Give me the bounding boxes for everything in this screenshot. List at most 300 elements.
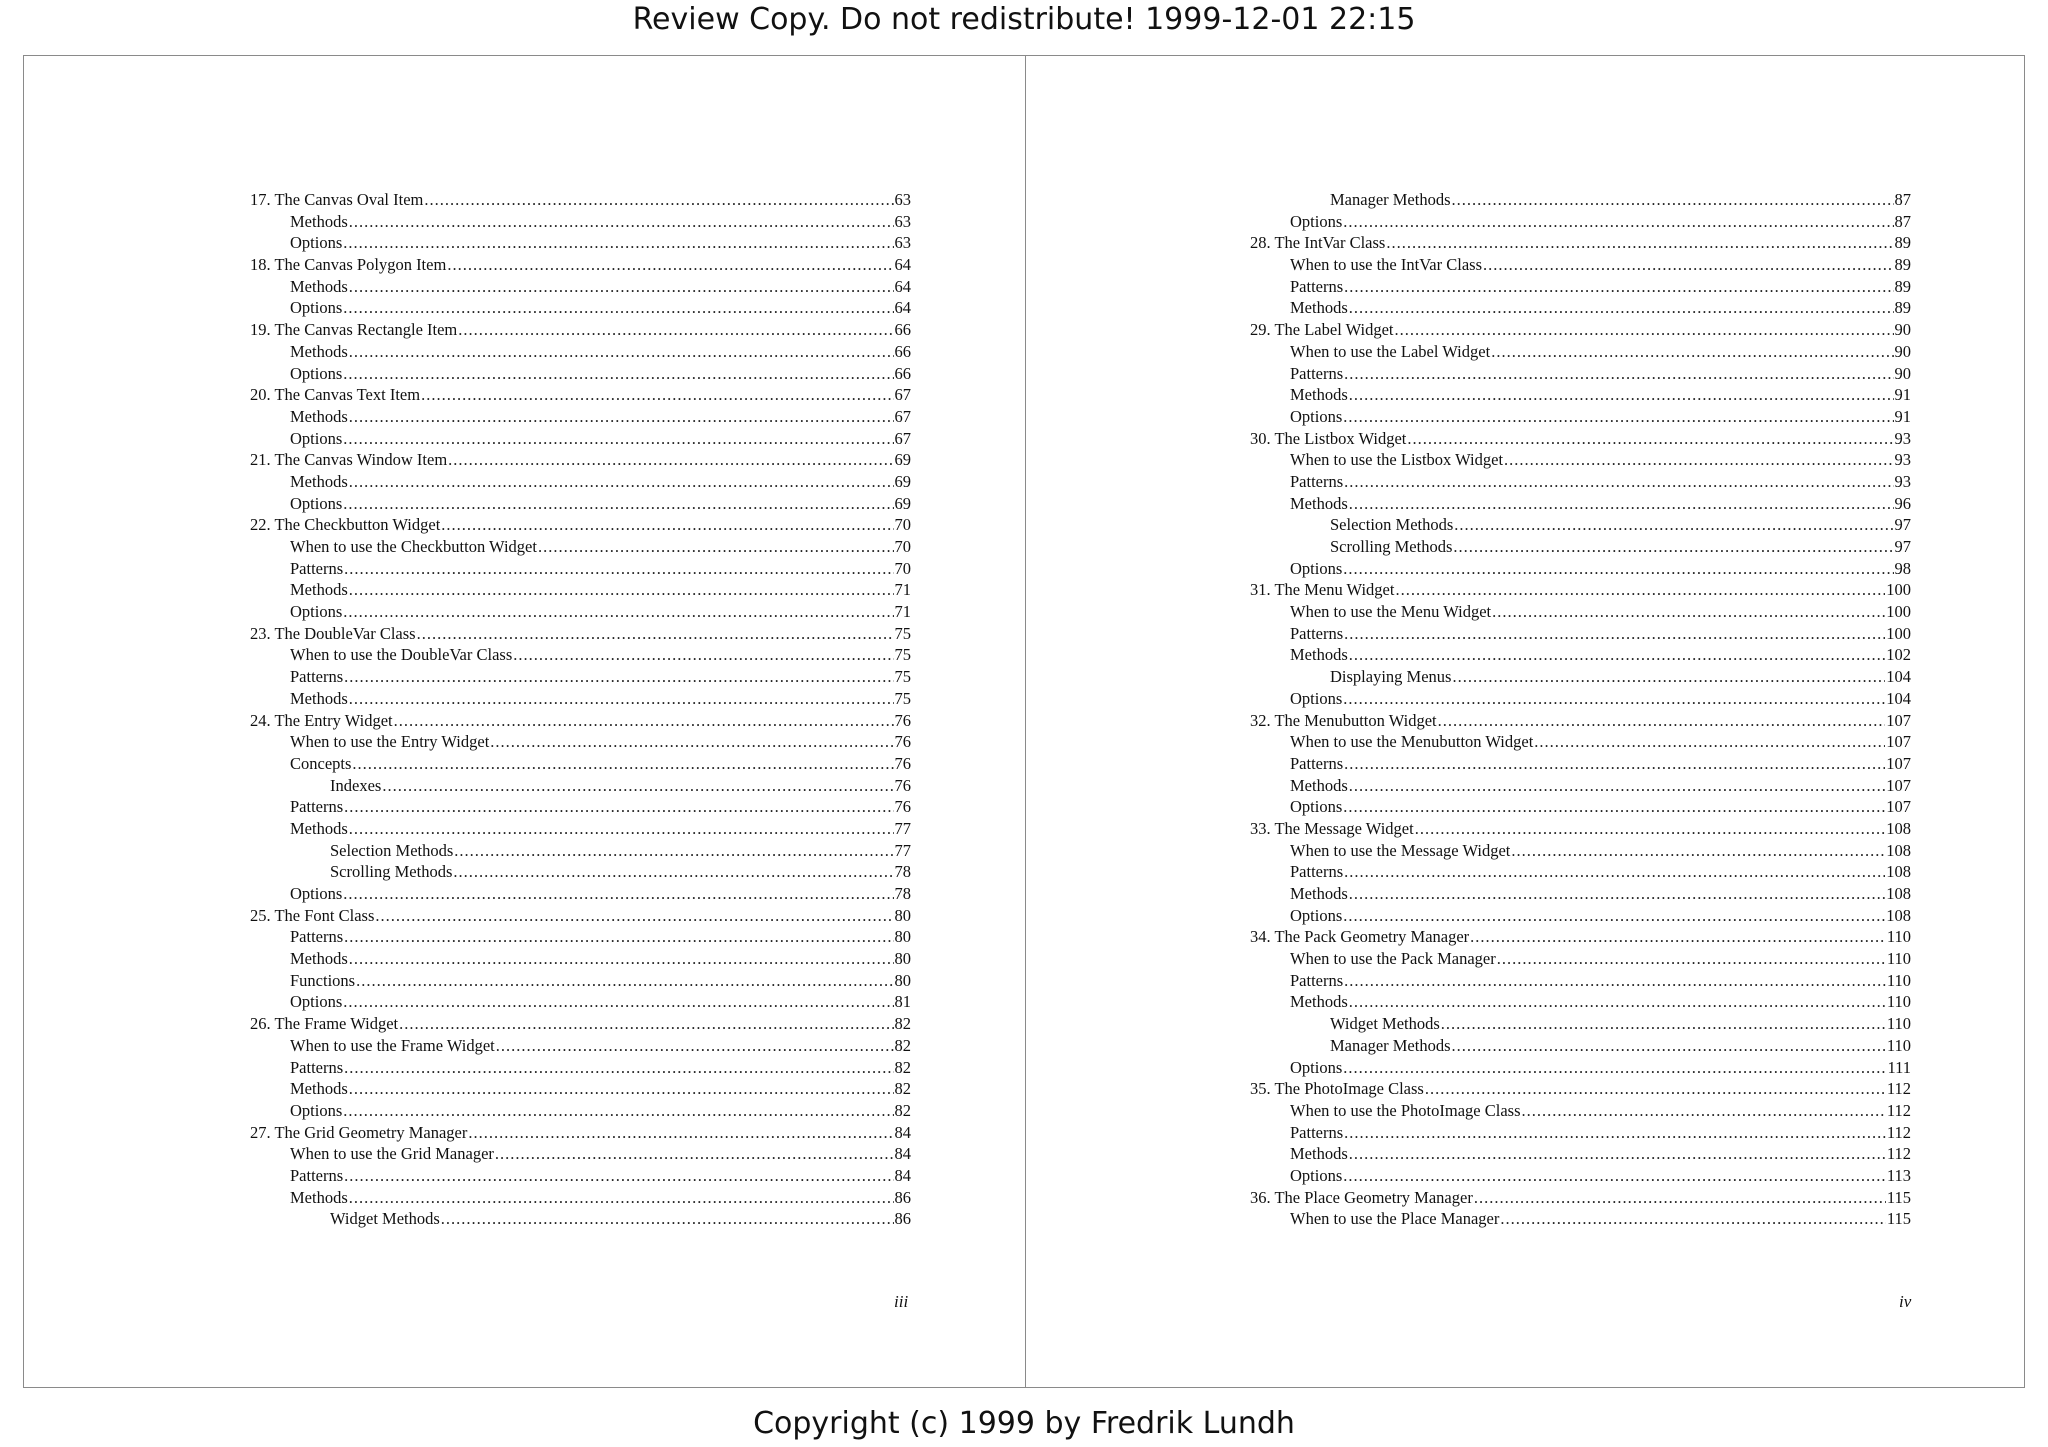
toc-entry-page-number: 84: [894, 1165, 911, 1185]
toc-entry: [250, 1209, 911, 1231]
toc-entry-title: When to use the Place Manager: [1290, 1209, 1500, 1229]
toc-dot-leader: [1349, 992, 1886, 1012]
toc-entry: [1250, 645, 1911, 667]
toc-entry-page-number: 89: [1894, 276, 1911, 296]
toc-entry-title: 28. The IntVar Class: [1250, 233, 1386, 253]
toc-entry-title: 33. The Message Widget: [1250, 818, 1414, 838]
toc-entry-title: 36. The Place Geometry Manager: [1250, 1187, 1473, 1207]
toc-entry: [250, 515, 911, 537]
toc-dot-leader: [495, 1144, 894, 1164]
toc-entry-page-number: 98: [1894, 558, 1911, 578]
toc-entry-title: 24. The Entry Widget: [250, 710, 393, 730]
toc-dot-leader: [1522, 1101, 1886, 1121]
toc-dot-leader: [1470, 927, 1886, 947]
toc-entry: [250, 212, 911, 234]
toc-dot-leader: [496, 1036, 894, 1056]
toc-entry-page-number: 69: [894, 450, 911, 470]
toc-dot-leader: [394, 711, 894, 731]
toc-entry-page-number: 71: [894, 602, 911, 622]
toc-entry: [250, 1188, 911, 1210]
toc-entry: [1250, 298, 1911, 320]
toc-entry-title: Patterns: [290, 1057, 344, 1077]
toc-entry-page-number: 112: [1886, 1144, 1911, 1164]
toc-dot-leader: [1415, 819, 1886, 839]
toc-dot-leader: [1344, 472, 1893, 492]
toc-dot-leader: [1454, 515, 1893, 535]
toc-dot-leader: [468, 1123, 893, 1143]
toc-dot-leader: [1349, 298, 1894, 318]
toc-entry: [250, 689, 911, 711]
toc-entry-page-number: 64: [894, 298, 911, 318]
toc-entry: [250, 819, 911, 841]
toc-entry-page-number: 110: [1886, 970, 1911, 990]
toc-entry-title: Options: [1290, 905, 1343, 925]
toc-entry-title: Options: [290, 233, 343, 253]
toc-entry-title: Patterns: [1290, 862, 1344, 882]
toc-entry-page-number: 104: [1886, 688, 1911, 708]
toc-entry-title: Functions: [290, 970, 356, 990]
toc-entry: [1250, 1144, 1911, 1166]
toc-entry-page-number: 96: [1894, 493, 1911, 513]
toc-entry: [250, 1079, 911, 1101]
toc-dot-leader: [1344, 1123, 1886, 1143]
toc-entry-page-number: 75: [894, 688, 911, 708]
toc-entry: [250, 776, 911, 798]
toc-entry-page-number: 91: [1894, 406, 1911, 426]
toc-entry: [1250, 1058, 1911, 1080]
toc-dot-leader: [1344, 277, 1893, 297]
toc-entry-page-number: 63: [894, 211, 911, 231]
toc-dot-leader: [344, 1166, 893, 1186]
toc-dot-leader: [344, 1058, 893, 1078]
toc-dot-leader: [1491, 342, 1893, 362]
toc-dot-leader: [417, 624, 894, 644]
toc-entry-page-number: 107: [1886, 775, 1911, 795]
toc-entry-title: Options: [1290, 797, 1343, 817]
toc-entry-page-number: 67: [894, 385, 911, 405]
toc-entry: [250, 711, 911, 733]
toc-dot-leader: [1483, 255, 1894, 275]
toc-dot-leader: [1343, 407, 1893, 427]
toc-dot-leader: [344, 667, 893, 687]
toc-entry-page-number: 108: [1886, 884, 1911, 903]
toc-entry: [1250, 1188, 1911, 1210]
toc-entry-page-number: 97: [1894, 515, 1911, 535]
toc-entry-title: When to use the Pack Manager: [1290, 949, 1496, 969]
toc-entry-page-number: 89: [1894, 298, 1911, 318]
toc-list: [1250, 190, 1911, 1231]
toc-list: [250, 190, 911, 1231]
toc-entry: [1250, 320, 1911, 342]
toc-dot-leader: [1452, 190, 1894, 210]
toc-entry: [250, 472, 911, 494]
toc-dot-leader: [343, 884, 893, 904]
toc-entry: [1250, 884, 1911, 906]
toc-dot-leader: [1343, 906, 1885, 926]
toc-entry: [1250, 1036, 1911, 1058]
toc-entry-page-number: 80: [894, 905, 911, 925]
toc-entry-page-number: 100: [1886, 580, 1911, 600]
toc-entry-title: Methods: [290, 580, 348, 600]
toc-entry-title: Options: [290, 992, 343, 1012]
toc-entry-title: Methods: [1290, 645, 1348, 665]
toc-entry-title: Patterns: [1290, 753, 1344, 773]
toc-entry-title: Methods: [290, 1079, 348, 1099]
toc-entry-title: Methods: [1290, 298, 1348, 318]
toc-entry: [250, 255, 911, 277]
toc-dot-leader: [447, 255, 893, 275]
toc-entry-title: Indexes: [330, 775, 382, 795]
toc-entry-title: When to use the IntVar Class: [1290, 255, 1482, 275]
toc-entry-title: Options: [290, 1100, 343, 1120]
toc-entry: [250, 407, 911, 429]
toc-dot-leader: [1349, 1144, 1886, 1164]
toc-dot-leader: [1344, 754, 1885, 774]
toc-dot-leader: [1344, 971, 1886, 991]
toc-entry-title: Widget Methods: [330, 1209, 440, 1229]
toc-entry-page-number: 64: [894, 276, 911, 296]
toc-entry: [1250, 450, 1911, 472]
toc-dot-leader: [1395, 320, 1894, 340]
toc-dot-leader: [453, 862, 893, 882]
toc-entry: [1250, 342, 1911, 364]
toc-entry-title: Scrolling Methods: [330, 862, 453, 882]
toc-entry-page-number: 82: [894, 1100, 911, 1120]
toc-entry: [250, 190, 911, 212]
toc-dot-leader: [490, 732, 893, 752]
toc-entry-title: Patterns: [1290, 471, 1344, 491]
toc-entry: [250, 906, 911, 928]
toc-entry-title: Methods: [290, 211, 348, 231]
toc-entry-page-number: 93: [1894, 428, 1911, 448]
toc-entry-page-number: 110: [1886, 927, 1911, 947]
toc-entry-page-number: 89: [1894, 233, 1911, 253]
toc-entry: [1250, 819, 1911, 841]
toc-entry-title: 26. The Frame Widget: [250, 1014, 399, 1034]
toc-entry-page-number: 75: [894, 667, 911, 687]
toc-dot-leader: [1425, 1079, 1886, 1099]
toc-entry: [1250, 667, 1911, 689]
toc-entry-title: Patterns: [1290, 363, 1344, 383]
toc-entry: [250, 580, 911, 602]
toc-dot-leader: [1453, 537, 1893, 557]
copyright-footer: Copyright (c) 1999 by Fredrik Lundh: [753, 1406, 1295, 1441]
toc-entry-title: Methods: [290, 276, 348, 296]
toc-entry: [1250, 689, 1911, 711]
toc-entry-page-number: 70: [894, 515, 911, 535]
toc-dot-leader: [343, 602, 893, 622]
toc-entry: [1250, 1166, 1911, 1188]
toc-entry: [250, 364, 911, 386]
toc-dot-leader: [344, 559, 893, 579]
toc-entry-page-number: 97: [1894, 537, 1911, 556]
toc-dot-leader: [1452, 667, 1885, 687]
toc-entry: [1250, 971, 1911, 993]
toc-entry-title: Manager Methods: [1330, 190, 1451, 209]
toc-entry-title: 32. The Menubutton Widget: [1250, 710, 1437, 730]
toc-entry-page-number: 87: [1894, 190, 1911, 209]
toc-dot-leader: [349, 819, 894, 839]
toc-dot-leader: [349, 342, 894, 362]
toc-entry-page-number: 63: [894, 233, 911, 253]
toc-dot-leader: [1407, 429, 1893, 449]
toc-entry: [1250, 494, 1911, 516]
toc-entry-title: When to use the Entry Widget: [290, 732, 490, 752]
toc-dot-leader: [1343, 1166, 1886, 1186]
toc-entry-page-number: 110: [1886, 992, 1911, 1012]
toc-entry-page-number: 75: [894, 623, 911, 643]
toc-entry-page-number: 108: [1886, 862, 1911, 882]
toc-entry-title: When to use the Label Widget: [1290, 341, 1491, 361]
toc-entry: [1250, 732, 1911, 754]
toc-dot-leader: [343, 233, 893, 253]
toc-entry-title: Patterns: [290, 558, 344, 578]
toc-dot-leader: [1344, 862, 1885, 882]
toc-entry: [1250, 364, 1911, 386]
toc-entry-page-number: 112: [1886, 1079, 1911, 1099]
toc-entry: [1250, 407, 1911, 429]
toc-dot-leader: [349, 277, 894, 297]
toc-entry: [1250, 233, 1911, 255]
toc-entry-title: Scrolling Methods: [1330, 537, 1453, 556]
toc-entry-page-number: 82: [894, 1057, 911, 1077]
toc-entry-page-number: 91: [1894, 385, 1911, 405]
toc-entry-title: Methods: [290, 949, 348, 969]
toc-entry: [250, 342, 911, 364]
toc-entry-title: 27. The Grid Geometry Manager: [250, 1122, 468, 1142]
toc-entry: [250, 862, 911, 884]
toc-entry: [1250, 797, 1911, 819]
toc-entry: [1250, 580, 1911, 602]
page-number-folio: iii: [894, 1292, 909, 1311]
toc-entry: [1250, 255, 1911, 277]
toc-entry: [1250, 862, 1911, 884]
toc-entry-title: When to use the PhotoImage Class: [1290, 1100, 1521, 1120]
toc-dot-leader: [538, 537, 894, 557]
page-left: [24, 56, 1024, 1387]
toc-dot-leader: [1349, 884, 1886, 904]
toc-entry-title: Options: [1290, 211, 1343, 231]
toc-dot-leader: [448, 450, 893, 470]
toc-entry-title: Methods: [1290, 385, 1348, 405]
toc-entry-title: 18. The Canvas Polygon Item: [250, 255, 447, 275]
toc-entry-title: 30. The Listbox Widget: [1250, 428, 1407, 448]
toc-entry-title: 21. The Canvas Window Item: [250, 450, 448, 470]
toc-dot-leader: [1343, 797, 1885, 817]
toc-entry: [1250, 559, 1911, 581]
toc-dot-leader: [349, 472, 894, 492]
toc-entry: [1250, 841, 1911, 863]
toc-entry-title: Methods: [290, 688, 348, 708]
toc-entry-title: When to use the Listbox Widget: [1290, 450, 1504, 470]
toc-entry-page-number: 115: [1886, 1209, 1911, 1229]
toc-dot-leader: [424, 190, 893, 210]
toc-dot-leader: [352, 754, 893, 774]
toc-entry: [250, 1166, 911, 1188]
toc-dot-leader: [349, 1188, 894, 1208]
toc-entry: [250, 667, 911, 689]
toc-entry-title: Patterns: [1290, 623, 1344, 643]
toc-entry-title: Options: [290, 363, 343, 383]
toc-entry-page-number: 80: [894, 927, 911, 947]
toc-entry-page-number: 100: [1886, 602, 1911, 622]
toc-entry-page-number: 112: [1886, 1122, 1911, 1142]
toc-entry-page-number: 69: [894, 493, 911, 513]
toc-entry: [1250, 624, 1911, 646]
toc-dot-leader: [441, 1209, 894, 1229]
toc-entry-title: Options: [1290, 1057, 1343, 1077]
toc-dot-leader: [1349, 385, 1894, 405]
toc-dot-leader: [343, 494, 893, 514]
toc-entry-title: Options: [1290, 558, 1343, 578]
toc-entry: [1250, 927, 1911, 949]
toc-dot-leader: [399, 1014, 893, 1034]
review-copy-header: Review Copy. Do not redistribute! 1999-12-01 22:15: [632, 2, 1416, 37]
toc-entry: [250, 754, 911, 776]
toc-entry-title: Methods: [290, 1187, 348, 1207]
toc-entry: [1250, 537, 1911, 559]
toc-entry-title: Options: [290, 298, 343, 318]
page-right: [1025, 56, 2025, 1387]
toc-entry: [250, 559, 911, 581]
toc-entry-page-number: 76: [894, 753, 911, 773]
toc-entry-title: When to use the Menu Widget: [1290, 602, 1492, 622]
toc-entry-title: 29. The Label Widget: [1250, 320, 1394, 340]
toc-entry-page-number: 90: [1894, 363, 1911, 383]
toc-entry-page-number: 84: [894, 1122, 911, 1142]
toc-dot-leader: [343, 298, 893, 318]
toc-entry: [250, 602, 911, 624]
toc-entry: [1250, 602, 1911, 624]
toc-entry-page-number: 64: [894, 255, 911, 275]
toc-dot-leader: [382, 776, 893, 796]
toc-dot-leader: [349, 580, 894, 600]
toc-entry-title: Patterns: [1290, 1122, 1344, 1142]
toc-entry-page-number: 115: [1886, 1187, 1911, 1207]
toc-entry-page-number: 80: [894, 949, 911, 969]
toc-entry: [250, 320, 911, 342]
toc-entry-title: 34. The Pack Geometry Manager: [1250, 927, 1470, 947]
toc-entry-title: Options: [290, 884, 343, 903]
toc-dot-leader: [1474, 1188, 1886, 1208]
toc-entry: [250, 927, 911, 949]
toc-dot-leader: [1386, 233, 1893, 253]
toc-entry: [250, 1036, 911, 1058]
toc-dot-leader: [349, 212, 894, 232]
toc-entry-title: Methods: [290, 818, 348, 838]
toc-entry-page-number: 93: [1894, 450, 1911, 470]
toc-entry-page-number: 110: [1886, 1014, 1911, 1034]
toc-entry-title: When to use the Message Widget: [1290, 840, 1511, 860]
toc-entry-title: Methods: [290, 471, 348, 491]
toc-entry: [250, 429, 911, 451]
toc-entry: [250, 971, 911, 993]
toc-entry-title: When to use the Grid Manager: [290, 1144, 494, 1164]
toc-entry-page-number: 81: [894, 992, 911, 1012]
toc-entry: [1250, 472, 1911, 494]
toc-entry: [1250, 1014, 1911, 1036]
toc-entry-page-number: 82: [894, 1035, 911, 1055]
toc-entry-page-number: 76: [894, 797, 911, 817]
toc-entry-title: 25. The Font Class: [250, 905, 375, 925]
toc-entry: [250, 1058, 911, 1080]
toc-entry-page-number: 89: [1894, 255, 1911, 275]
toc-dot-leader: [1492, 602, 1885, 622]
toc-entry-page-number: 107: [1886, 732, 1911, 752]
toc-entry-page-number: 107: [1886, 753, 1911, 773]
toc-entry-title: 19. The Canvas Rectangle Item: [250, 320, 458, 340]
toc-entry-title: Concepts: [290, 753, 352, 773]
toc-entry-title: When to use the Checkbutton Widget: [290, 537, 537, 556]
toc-entry-page-number: 107: [1886, 710, 1911, 730]
toc-entry-title: When to use the Menubutton Widget: [1290, 732, 1534, 752]
toc-entry: [1250, 992, 1911, 1014]
toc-entry-title: Options: [290, 493, 343, 513]
toc-dot-leader: [1349, 645, 1886, 665]
toc-entry-page-number: 76: [894, 732, 911, 752]
toc-entry: [250, 1123, 911, 1145]
toc-entry-title: Patterns: [290, 667, 344, 687]
toc-entry-title: Methods: [1290, 775, 1348, 795]
toc-entry: [250, 645, 911, 667]
toc-dot-leader: [441, 515, 893, 535]
toc-entry-title: Patterns: [1290, 276, 1344, 296]
toc-entry-page-number: 69: [894, 471, 911, 491]
toc-entry-title: Widget Methods: [1330, 1014, 1440, 1034]
toc-entry-page-number: 66: [894, 363, 911, 383]
toc-entry-title: 17. The Canvas Oval Item: [250, 190, 424, 209]
toc-entry: [250, 1144, 911, 1166]
toc-entry-title: Options: [1290, 1165, 1343, 1185]
toc-dot-leader: [1343, 212, 1893, 232]
toc-entry-page-number: 87: [1894, 211, 1911, 231]
toc-dot-leader: [1343, 559, 1893, 579]
toc-dot-leader: [1497, 949, 1886, 969]
toc-dot-leader: [1441, 1014, 1886, 1034]
toc-dot-leader: [1511, 841, 1885, 861]
toc-dot-leader: [421, 385, 893, 405]
toc-entry-page-number: 67: [894, 428, 911, 448]
toc-entry-title: Patterns: [290, 797, 344, 817]
toc-entry: [250, 949, 911, 971]
toc-entry: [1250, 429, 1911, 451]
toc-dot-leader: [513, 645, 893, 665]
toc-entry-title: Methods: [1290, 1144, 1348, 1164]
toc-entry-page-number: 110: [1886, 1035, 1911, 1055]
page-number-folio: iv: [1899, 1292, 1912, 1311]
toc-entry-page-number: 111: [1887, 1057, 1911, 1077]
toc-dot-leader: [1343, 689, 1885, 709]
toc-entry: [250, 450, 911, 472]
toc-entry-page-number: 90: [1894, 320, 1911, 340]
toc-entry: [1250, 1123, 1911, 1145]
toc-dot-leader: [1504, 450, 1893, 470]
toc-entry: [1250, 776, 1911, 798]
toc-entry-title: When to use the Frame Widget: [290, 1035, 495, 1055]
toc-entry: [250, 797, 911, 819]
toc-entry-page-number: 76: [894, 710, 911, 730]
toc-entry: [1250, 277, 1911, 299]
toc-entry-page-number: 67: [894, 406, 911, 426]
toc-entry: [1250, 385, 1911, 407]
toc-entry: [1250, 190, 1911, 212]
toc-entry-page-number: 66: [894, 320, 911, 340]
toc-entry-title: Methods: [1290, 992, 1348, 1012]
toc-dot-leader: [344, 927, 893, 947]
toc-dot-leader: [375, 906, 893, 926]
toc-entry-page-number: 108: [1886, 905, 1911, 925]
toc-dot-leader: [349, 407, 894, 427]
